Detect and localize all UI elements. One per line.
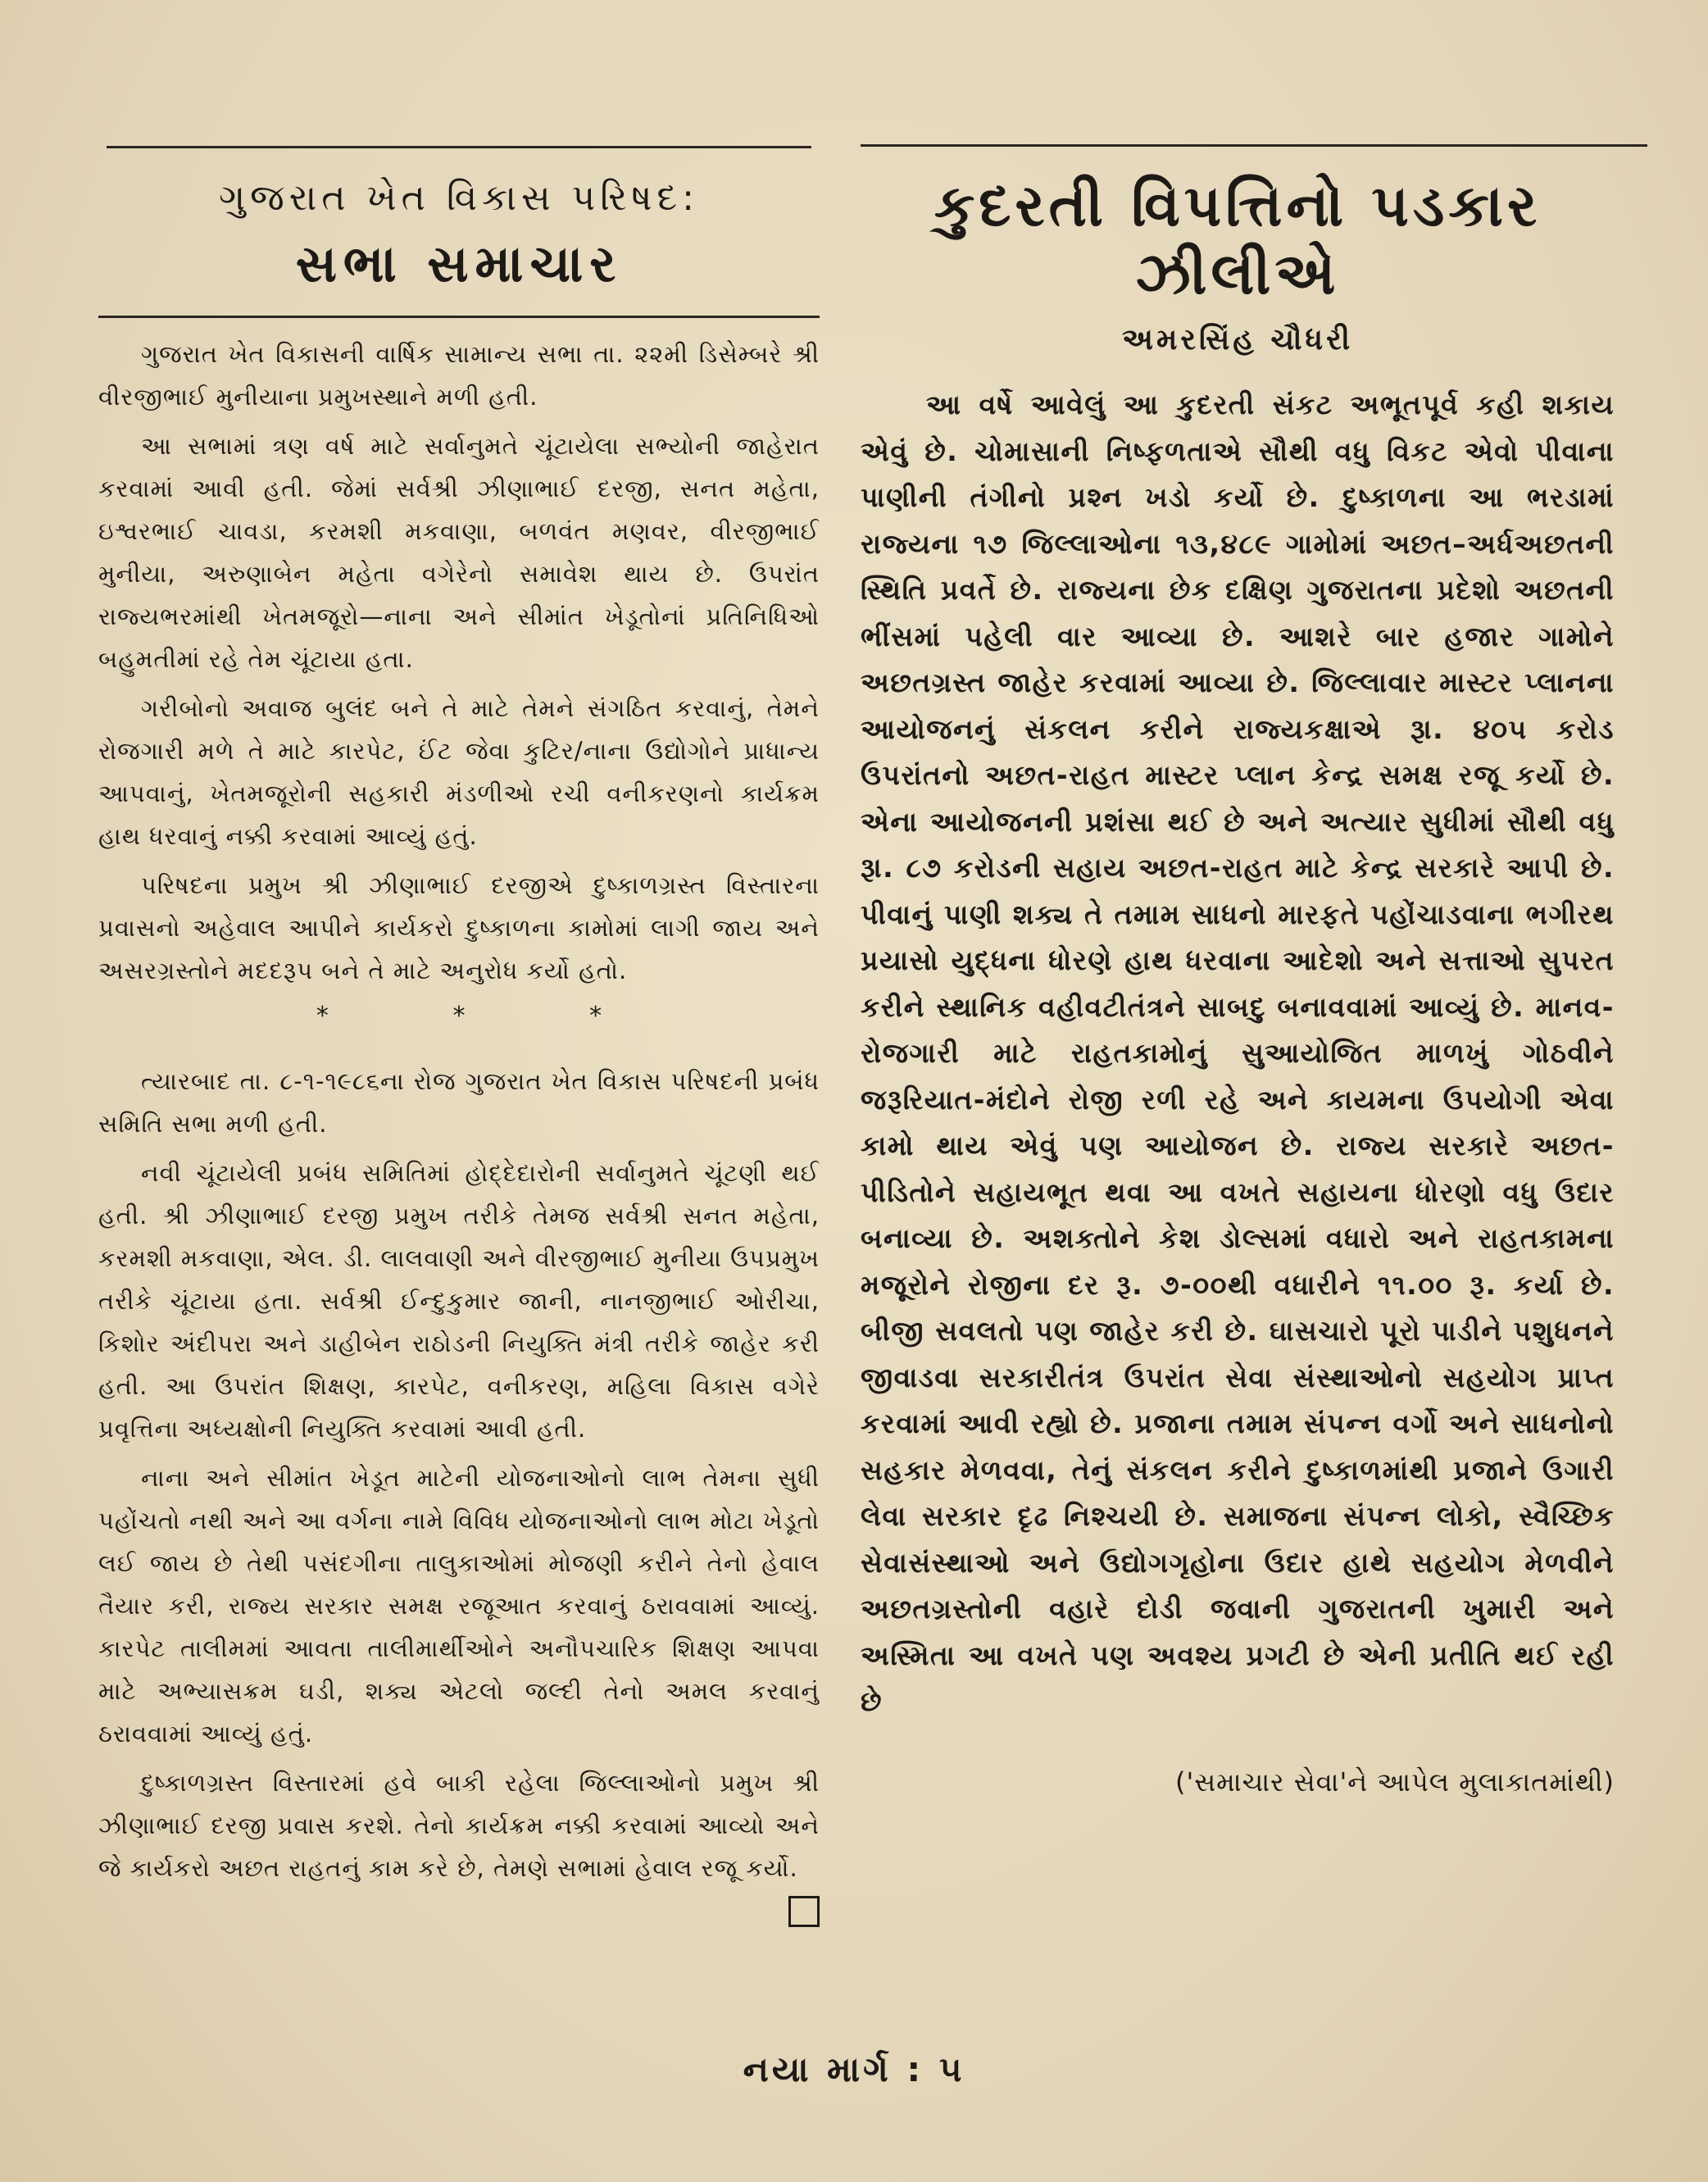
left-paragraph: આ સભામાં ત્રણ વર્ષ માટે સર્વાનુમતે ચૂંટાયેલા સભ્યોની જાહેરાત કરવામાં આવી હતી. જેમાં સર્વશ્રી ઝીણાભાઈ દરજી, સનત મહેતા, ઇશ્વરભાઈ ચાવડા, કરમશી મકવાણા, બળવંત મણવર, વીરજીભાઈ મુનીયા, અરુણાબેન મહેતા વગેરેનો સમાવેશ થાય છે. ઉપરાંત રાજ્યભરમાંથી ખેતમજૂરો—નાના અને સીમાંત ખેડૂતોનાં પ્રતિનિધિઓ બહુમતીમાં રહે તેમ ચૂંટાયા હતા.	[98, 432, 820, 673]
left-kicker: ગુજરાત ખેત વિકાસ પરિષદ:	[219, 177, 699, 219]
separator-star: *	[316, 1002, 329, 1030]
left-paragraph: ગુજરાત ખેત વિકાસની વાર્ષિક સામાન્ય સભા તા. ૨૨મી ડિસેમ્બરે શ્રી વીરજીભાઈ મુનીયાના પ્રમુખસ્થાને મળી હતી.	[98, 340, 820, 411]
page-footer: નયા માર્ગ : ૫	[743, 2049, 965, 2089]
left-paragraph: નાના અને સીમાંત ખેડૂત માટેની યોજનાઓનો લાભ તેમના સુધી પહોંચતો નથી અને આ વર્ગના નામે વિવિધ યોજનાઓનો લાભ મોટા ખેડૂતો લઈ જાય છે તેથી પસંદગીના તાલુકાઓમાં મોજણી કરીને તેનો હેવાલ તૈયાર કરી, રાજ્ય સરકાર સમક્ષ રજૂઆત કરવાનું ઠરાવવામાં આવ્યું. કારપેટ તાલીમમાં આવતા તાલીમાર્થીઓને અનૌપચારિક શિક્ષણ આપવા માટે અભ્યાસક્રમ ઘડી, શક્ય એટલો જલ્દી તેનો અમલ કરવાનું ઠરાવવામાં આવ્યું હતું.	[98, 1464, 820, 1748]
top-rule-right	[861, 144, 1647, 147]
right-title: કુદરતી વિપત્તિનો પડકાર ઝીલીએ	[933, 172, 1542, 307]
left-paragraph: નવી ચૂંટાયેલી પ્રબંધ સમિતિમાં હોદ્દેદારોની સર્વાનુમતે ચૂંટણી થઈ હતી. શ્રી ઝીણાભાઈ દરજી પ્રમુખ તરીકે તેમજ સર્વશ્રી સનત મહેતા, કરમશી મકવાણા, એલ. ડી. લાલવાણી અને વીરજીભાઈ મુનીયા ઉપપ્રમુખ તરીકે ચૂંટાયા હતા. સર્વશ્રી ઈન્દુકુમાર જાની, નાનજીભાઈ ઓરીચા, કિશોર અંદીપરા અને ડાહીબેન રાઠોડની નિયુક્તિ મંત્રી તરીકે જાહેર કરી હતી. આ ઉપરાંત શિક્ષણ, કારપેટ, વનીકરણ, મહિલા વિકાસ વગેરે પ્રવૃત્તિના અધ્યક્ષોની નિયુક્તિ કરવામાં આવી હતી.	[98, 1159, 820, 1443]
right-article-body	[861, 382, 1615, 1725]
left-paragraph: ત્યારબાદ તા. ૮-૧-૧૯૮૬ના રોજ ગુજરાત ખેત વિકાસ પરિષદની પ્રબંધ સમિતિ સભા મળી હતી.	[98, 1067, 820, 1138]
left-paragraph-text: દુષ્કાળગ્રસ્ત વિસ્તારમાં હવે બાકી રહેલા જિલ્લાઓનો પ્રમુખ શ્રી ઝીણાભાઈ દરજી પ્રવાસ કરશે. તેનો કાર્યક્રમ નક્કી કરવામાં આવ્યો અને જે કાર્યકરો અછત રાહતનું કામ કરે છે, તેમણે સભામાં હેવાલ રજૂ કર્યો.	[98, 1769, 820, 1882]
left-column	[98, 156, 820, 2084]
left-article-body	[98, 333, 820, 1889]
right-column	[861, 156, 1615, 2084]
right-paragraph: આ વર્ષે આવેલું આ કુદરતી સંકટ અભૂતપૂર્વ કહી શકાય એવું છે. ચોમાસાની નિષ્ફળતાએ સૌથી વધુ વિકટ એવો પીવાના પાણીની તંગીનો પ્રશ્ન ખડો કર્યો છે. દુષ્કાળના આ ભરડામાં રાજ્યના ૧૭ જિલ્લાઓના ૧૩,૪૮૯ ગામોમાં અછત–અર્ધઅછતની સ્થિતિ પ્રવર્તે છે. રાજ્યના છેક દક્ષિણ ગુજરાતના પ્રદેશો અછતની ભીંસમાં પહેલી વાર આવ્યા છે. આશરે બાર હજાર ગામોને અછતગ્રસ્ત જાહેર કરવામાં આવ્યા છે. જિલ્લાવાર માસ્ટર પ્લાનના આયોજનનું સંકલન કરીને રાજ્યકક્ષાએ રૂા. ૪૦૫ કરોડ ઉપરાંતનો અછત-રાહત માસ્ટર પ્લાન કેન્દ્ર સમક્ષ રજૂ કર્યો છે. એના આયોજનની પ્રશંસા થઈ છે અને અત્યાર સુધીમાં સૌથી વધુ રૂા. ૮૭ કરોડની સહાય અછત-રાહત માટે કેન્દ્ર સરકારે આપી છે. પીવાનું પાણી શક્ય તે તમામ સાધનો મારફતે પહોંચાડવાના ભગીરથ પ્રયાસો યુદ્ધના ધોરણે હાથ ધરવાના આદેશો અને સત્તાઓ સુપરત કરીને સ્થાનિક વહીવટીતંત્રને સાબદુ બનાવવામાં આવ્યું છે. માનવ-રોજગારી માટે રાહતકામોનું સુઆયોજિત માળખું ગોઠવીને જરૂરિયાત-મંદોને રોજી રળી રહે અને કાયમના ઉપયોગી એવા કામો થાય એવું પણ આયોજન છે. રાજ્ય સરકારે અછત-પીડિતોને સહાયભૂત થવા આ વખતે સહાયના ધોરણો વધુ ઉદાર બનાવ્યા છે. અશક્તોને કેશ ડોલ્સમાં વધારો અને રાહતકામના મજૂરોને રોજીના દર રૂ. ૭-૦૦થી વધારીને ૧૧.૦૦ રૂ. કર્યા છે. બીજી સવલતો પણ જાહેર કરી છે. ઘાસચારો પૂરો પાડીને પશુધનને જીવાડવા સરકારીતંત્ર ઉપરાંત સેવા સંસ્થાઓનો સહયોગ પ્રાપ્ત કરવામાં આવી રહ્યો છે. પ્રજાના તમામ સંપન્ન વર્ગો અને સાધનોનો સહકાર મેળવવા, તેનું સંકલન કરીને દુષ્કાળમાંથી પ્રજાને ઉગારી લેવા સરકાર દૃઢ નિશ્ચયી છે. સમાજના સંપન્ન લોકો, સ્વૈચ્છિક સેવાસંસ્થાઓ અને ઉદ્યોગગૃહોના ઉદાર હાથે સહયોગ મેળવીને અછતગ્રસ્તોની વહારે દોડી જવાની ગુજરાતની ખુમારી અને અસ્મિતા આ વખતે પણ અવશ્ય પ્રગટી છે એની પ્રતીતિ થઈ રહી છે	[861, 389, 1615, 1717]
author-byline: અમરસિંહ ચૌધરી	[1122, 323, 1353, 357]
separator-star: *	[589, 1002, 602, 1030]
source-credit: ('સમાચાર સેવા'ને આપેલ મુલાકાતમાંથી)	[1174, 1766, 1615, 1798]
end-of-article-mark	[788, 1896, 820, 1927]
separator-star: *	[452, 1002, 466, 1030]
section-separator	[254, 1002, 664, 1030]
left-title-rule	[98, 316, 820, 318]
left-paragraph-last	[98, 1762, 820, 1889]
top-rule-left	[107, 146, 811, 148]
left-title: સભા સમાચાર	[295, 234, 623, 293]
left-paragraph: પરિષદના પ્રમુખ શ્રી ઝીણાભાઈ દરજીએ દુષ્કાળગ્રસ્ત વિસ્તારના પ્રવાસનો અહેવાલ આપીને કાર્યકરો દુષ્કાળના કામોમાં લાગી જાય અને અસરગ્રસ્તોને મદદરૂપ બને તે માટે અનુરોધ કર્યો હતો.	[98, 871, 820, 984]
left-paragraph: ગરીબોનો અવાજ બુલંદ બને તે માટે તેમને સંગઠિત કરવાનું, તેમને રોજગારી મળે તે માટે કારપેટ, ઈંટ જેવા કુટિર/નાના ઉદ્યોગોને પ્રાધાન્ય આપવાનું, ખેતમજૂરોની સહકારી મંડળીઓ રચી વનીકરણનો કાર્યક્રમ હાથ ધરવાનું નક્કી કરવામાં આવ્યું હતું.	[98, 694, 820, 850]
